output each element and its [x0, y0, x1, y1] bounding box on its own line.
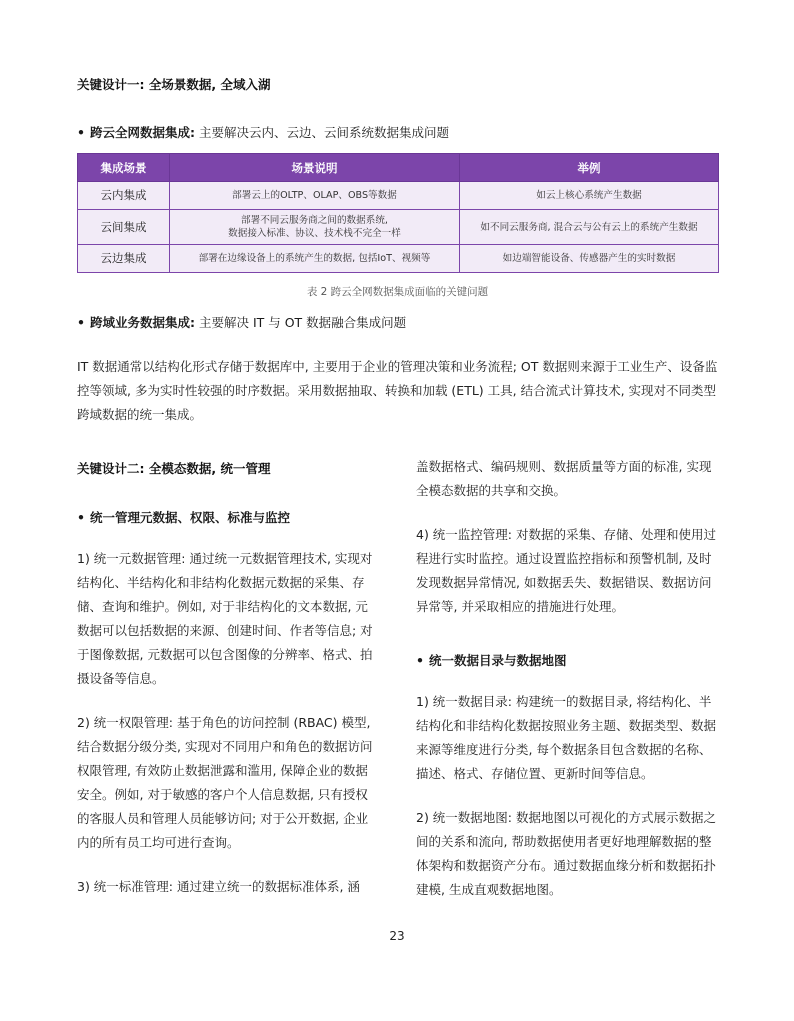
bullet-cross-domain — [77, 314, 406, 332]
para-datamap: 2) 统一数据地图: 数据地图以可视化的方式展示数据之间的关系和流向, 帮助数据使用者更好地理解数据的整体架构和数据资产分布。通过数据血缘分析和数据拓扑建模, 生成直观数据地图。 — [416, 810, 717, 897]
table-cell-example: 如云上核心系统产生数据 — [460, 182, 719, 210]
left-column — [77, 460, 380, 899]
page-number: 23 — [389, 929, 405, 943]
table-cell-scene: 云边集成 — [78, 245, 170, 273]
para-standard-cont: 盖数据格式、编码规则、数据质量等方面的标准, 实现全模态数据的共享和交换。 — [416, 459, 712, 498]
table-row — [78, 210, 719, 245]
table-header-row — [78, 154, 719, 182]
bullet-title: 跨云全网数据集成: — [90, 125, 195, 140]
bullet-catalog-map — [416, 652, 719, 670]
table-row — [78, 182, 719, 210]
design1-heading: 关键设计一: 全场景数据, 全域入湖 — [77, 77, 271, 92]
right-column — [416, 455, 719, 902]
bullet-text: 主要解决云内、云边、云间系统数据集成问题 — [195, 125, 449, 140]
table-cell-desc-line: 数据接入标准、协议、技术栈不完全一样 — [228, 228, 401, 239]
table-cell-desc-line: 部署不同云服务商之间的数据系统, — [241, 215, 388, 226]
table-cell-example: 如不同云服务商, 混合云与公有云上的系统产生数据 — [460, 210, 719, 245]
bullet-dot: • — [77, 510, 85, 525]
bullet-title: 统一管理元数据、权限、标准与监控 — [90, 510, 291, 525]
para-catalog: 1) 统一数据目录: 构建统一的数据目录, 将结构化、半结构化和非结构化数据按照业务主题、数据类型、数据来源等维度进行分类, 每个数据条目包含数据的名称、描述、格式、存储位置、更新时间等信息。 — [416, 694, 717, 781]
para-permission: 2) 统一权限管理: 基于角色的访问控制 (RBAC) 模型, 结合数据分级分类, 实现对不同用户和角色的数据访问权限管理, 有效防止数据泄露和滥用, 保障企业的数据安全。例如, 对于敏感的客户个人信息数据, 只有授权的客服人员和管理人员能够访问; 对于公开数据, 企业内的所有员工均可进行查询。 — [77, 715, 373, 850]
table-header: 举例 — [460, 154, 719, 182]
bullet-title: 统一数据目录与数据地图 — [429, 653, 567, 668]
table-cell-desc: 部署云上的OLTP、OLAP、OBS等数据 — [170, 182, 460, 210]
table-cell-example: 如边端智能设备、传感器产生的实时数据 — [460, 245, 719, 273]
para-monitoring: 4) 统一监控管理: 对数据的采集、存储、处理和使用过程进行实时监控。通过设置监控指标和预警机制, 及时发现数据异常情况, 如数据丢失、数据错误、数据访问异常等, 并采取相应的措施进行处理。 — [416, 527, 716, 614]
table-header: 场景说明 — [170, 154, 460, 182]
table-header: 集成场景 — [78, 154, 170, 182]
bullet-unified-management — [77, 509, 380, 527]
bullet-title: 跨域业务数据集成: — [90, 315, 195, 330]
design2-heading: 关键设计二: 全模态数据, 统一管理 — [77, 461, 271, 476]
table-cell-desc — [170, 210, 460, 245]
table-cell-desc: 部署在边缘设备上的系统产生的数据, 包括IoT、视频等 — [170, 245, 460, 273]
bullet-cross-cloud — [77, 124, 449, 142]
it-ot-paragraph: IT 数据通常以结构化形式存储于数据库中, 主要用于企业的管理决策和业务流程; OT 数据则来源于工业生产、设备监控等领域, 多为实时性较强的时序数据。采用数据抽取、转换和加载 (ETL) 工具, 结合流式计算技术, 实现对不同类型跨域数据的统一集成。 — [77, 359, 718, 422]
integration-table — [77, 153, 719, 273]
table-row — [78, 245, 719, 273]
bullet-dot: • — [77, 125, 85, 140]
table-cell-scene: 云内集成 — [78, 182, 170, 210]
para-metadata: 1) 统一元数据管理: 通过统一元数据管理技术, 实现对结构化、半结构化和非结构化数据元数据的采集、存储、查询和维护。例如, 对于非结构化的文本数据, 元数据可以包括数据的来源、创建时间、作者等信息; 对于图像数据, 元数据可以包含图像的分辨率、格式、拍摄设备等信息。 — [77, 551, 373, 686]
table-caption: 表 2 跨云全网数据集成面临的关键问题 — [306, 286, 489, 298]
bullet-text: 主要解决 IT 与 OT 数据融合集成问题 — [195, 315, 407, 330]
bullet-dot: • — [77, 315, 85, 330]
para-standard-start: 3) 统一标准管理: 通过建立统一的数据标准体系, 涵 — [77, 879, 360, 894]
table-cell-scene: 云间集成 — [78, 210, 170, 245]
bullet-dot: • — [416, 653, 424, 668]
